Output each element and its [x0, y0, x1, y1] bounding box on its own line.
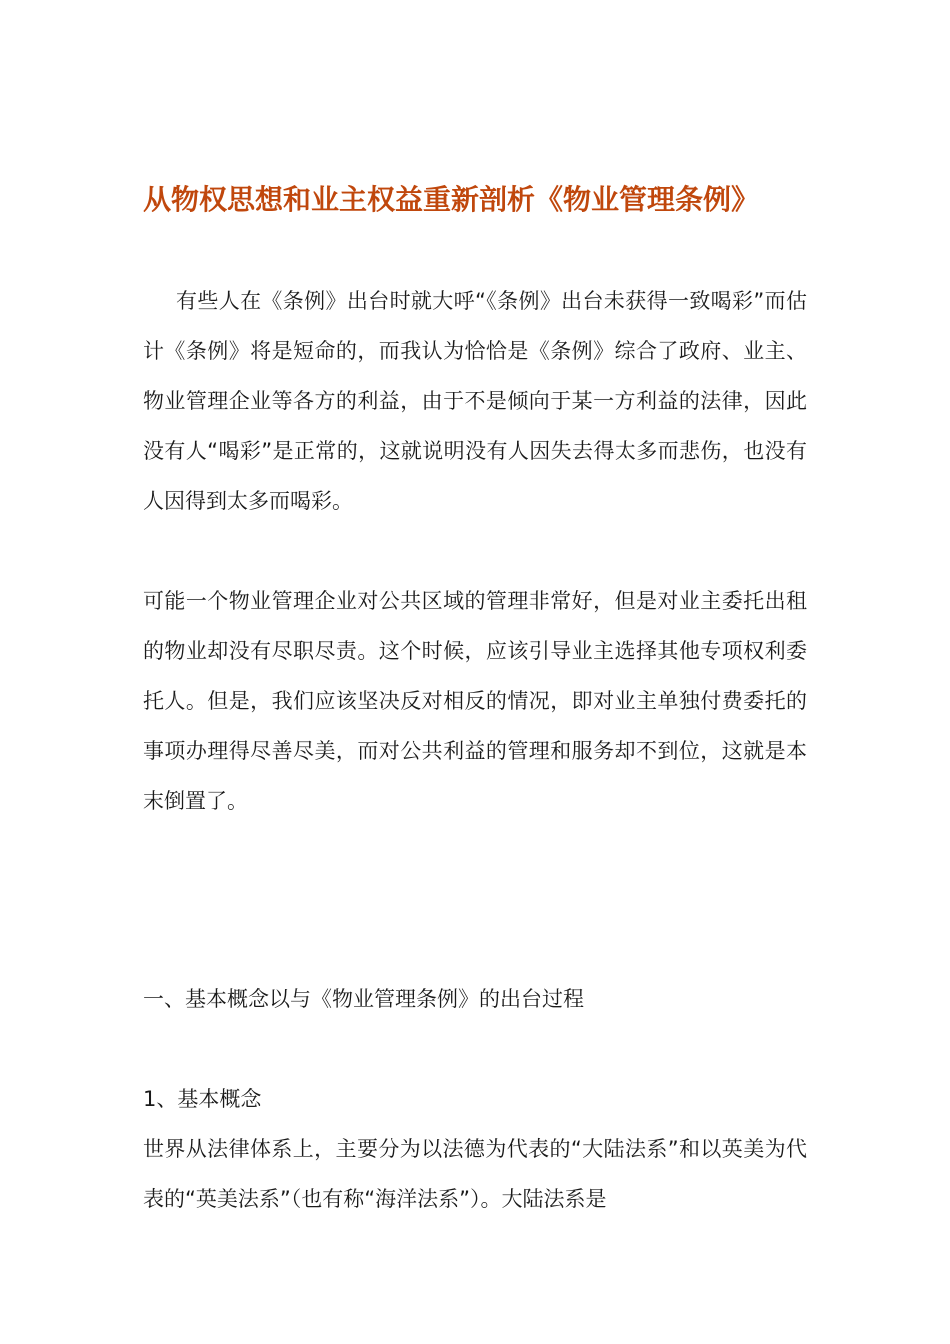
paragraph-intro: 有些人在《条例》出台时就大呼“《条例》出台未获得一致喝彩”而估计《条例》将是短命的，而我认为恰恰是《条例》综合了政府、业主、物业管理企业等各方的利益，由于不是倾向于某一方利益的法律，因此没有人“喝彩”是正常的，这就说明没有人因失去得太多而悲伤，也没有人因得到太多而喝彩。 — [143, 289, 807, 513]
subsection-heading: 1、基本概念 — [143, 1087, 262, 1111]
paragraph-property-management: 可能一个物业管理企业对公共区域的管理非常好，但是对业主委托出租的物业却没有尽职尽责。这个时候，应该引导业主选择其他专项权利委托人。但是，我们应该坚决反对相反的情况，即对业主单独付费委托的事项办理得尽善尽美，而对公共利益的管理和服务却不到位，这就是本末倒置了。 — [143, 589, 807, 813]
section-heading: 一、基本概念以与《物业管理条例》的出台过程 — [143, 987, 584, 1011]
paragraph-legal-systems: 世界从法律体系上，主要分为以法德为代表的“大陆法系”和以英美为代表的“英美法系”（也有称“海洋法系”）。大陆法系是 — [143, 1137, 807, 1211]
document-title: 从物权思想和业主权益重新剖析《物业管理条例》 — [143, 183, 760, 216]
